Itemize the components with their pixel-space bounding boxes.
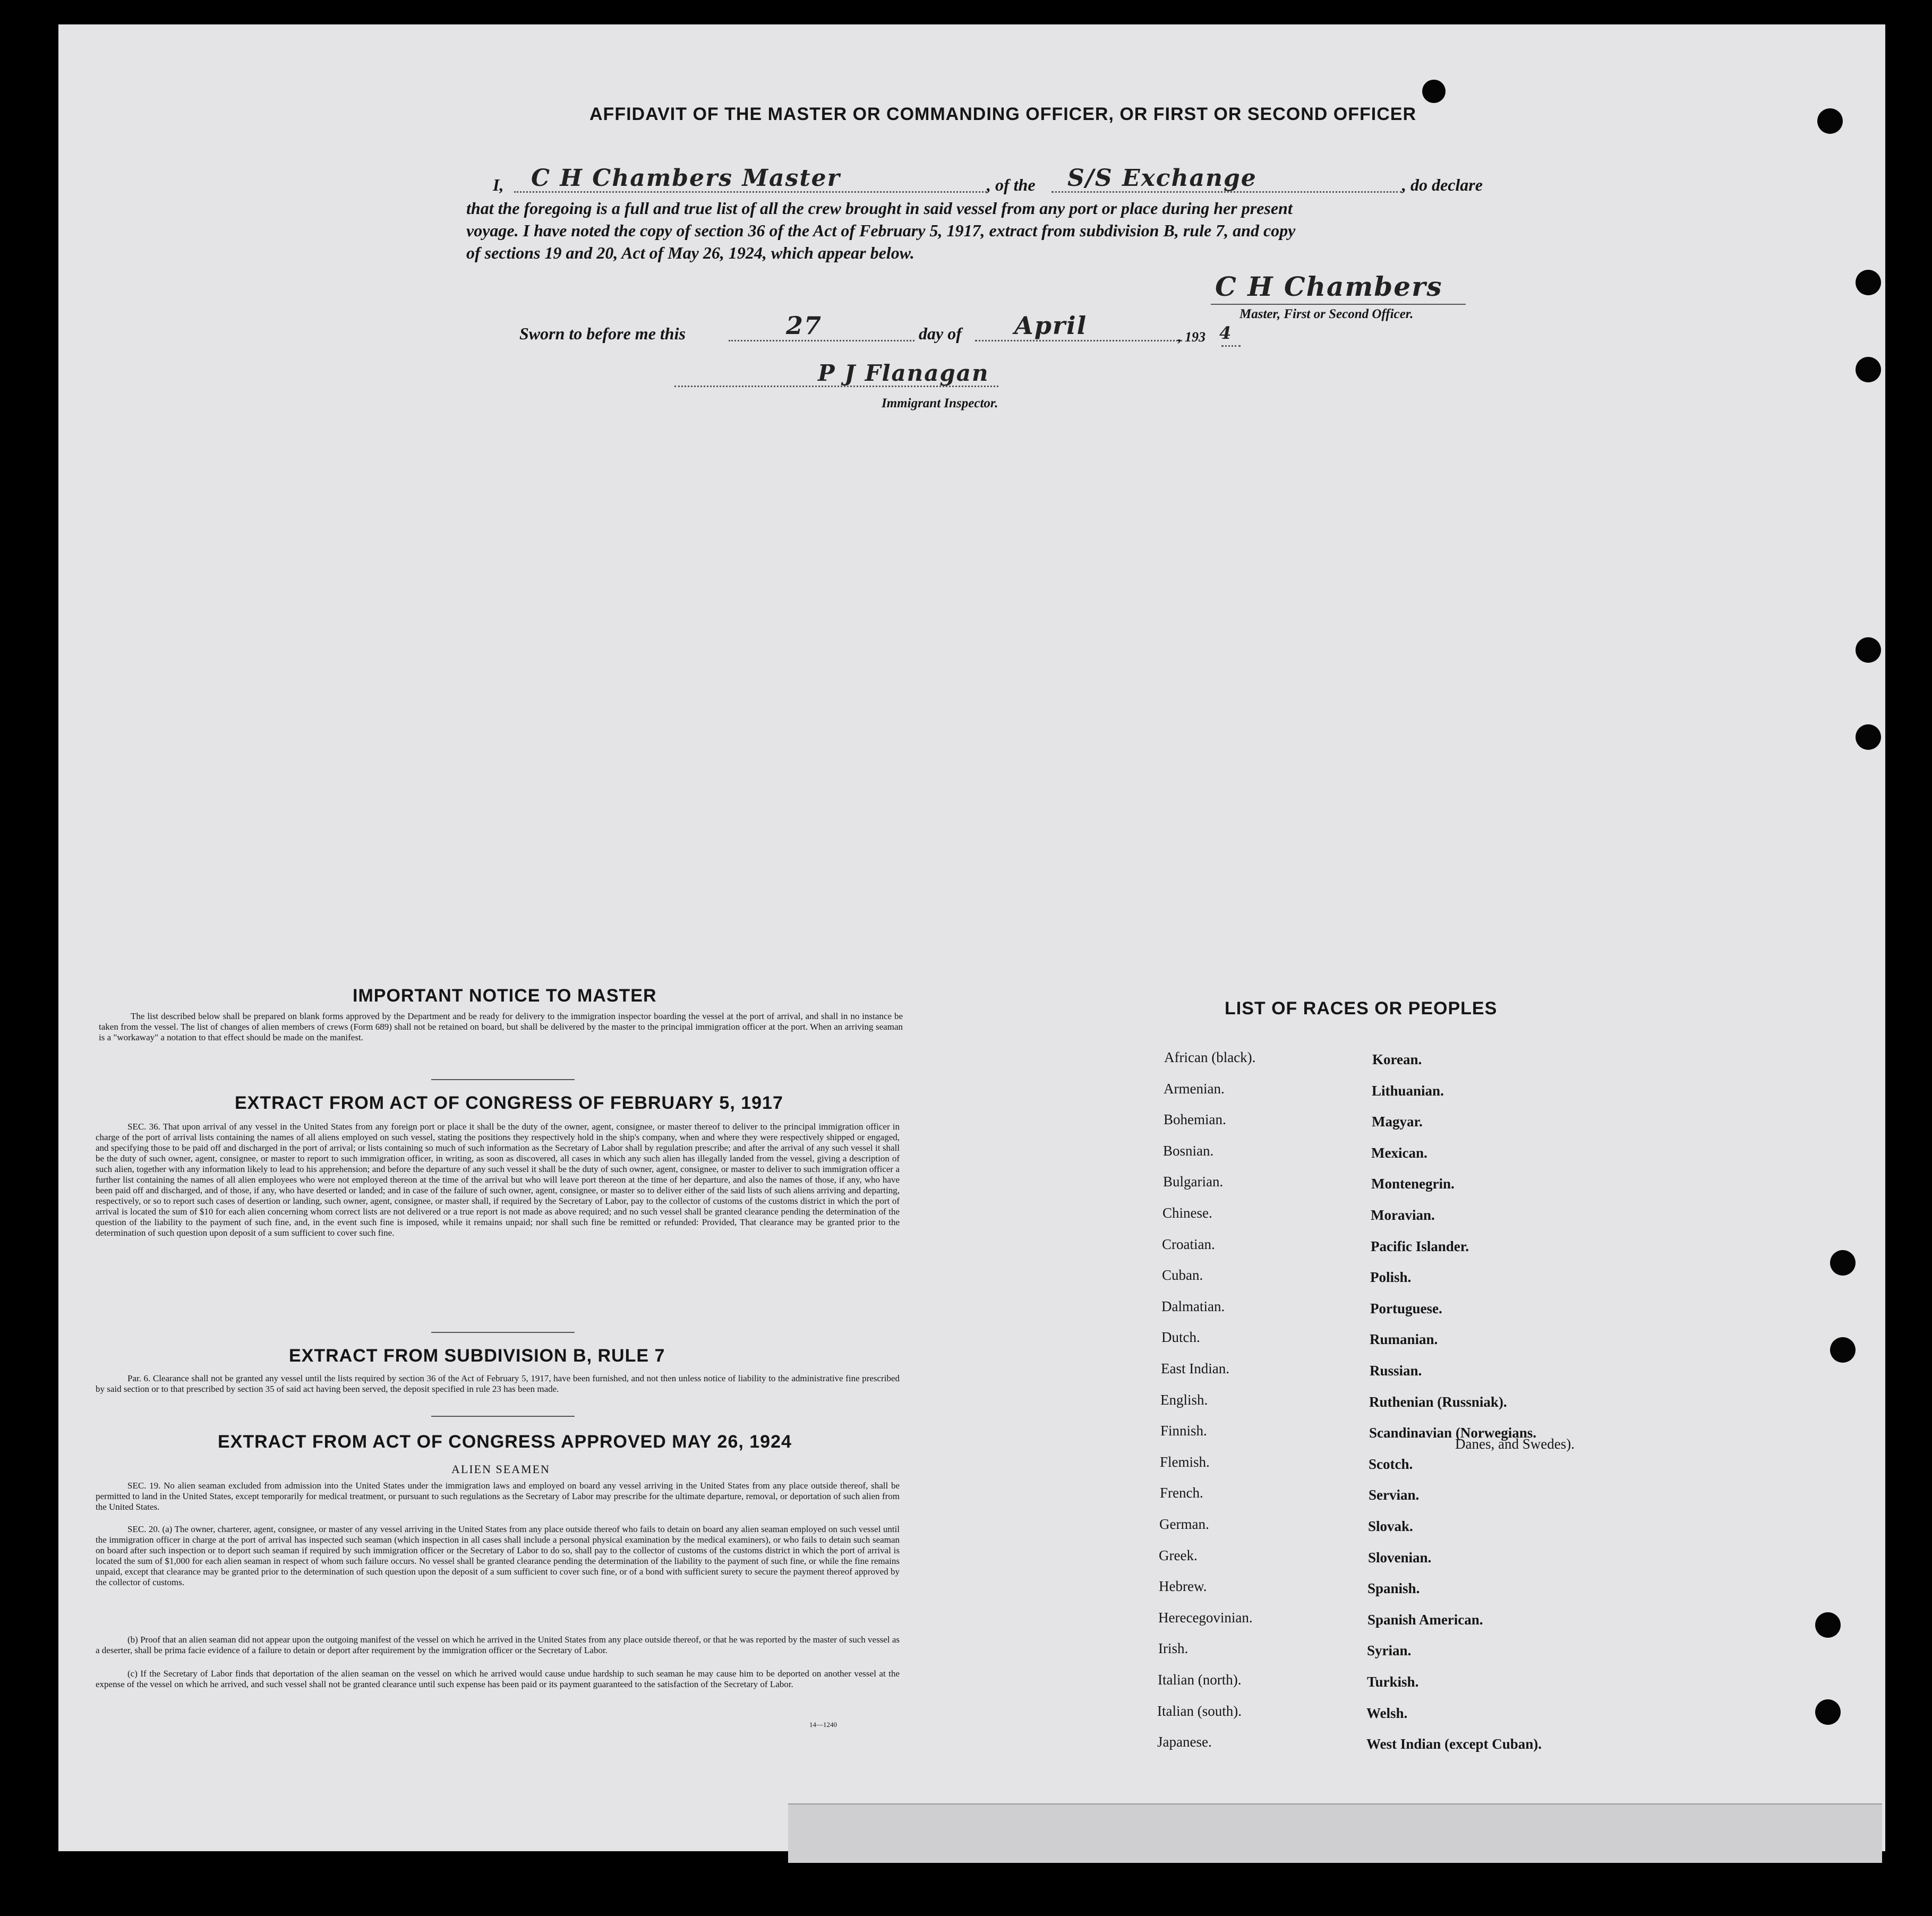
race-item: Rumanian.: [1370, 1331, 1438, 1348]
binder-hole-icon: [1815, 1699, 1841, 1725]
divider: [431, 1332, 575, 1333]
notice-text: The list described below shall be prepared on blank forms approved by the Department and be ready for delivery to the immigration inspector boarding the vessel at the port of arrival, and shall in no instance be taken from the vessel. The list of changes of alien members of crews (Form 689) shall not be retained on board, but shall be delivered by the master to the principal immigration officer at the port. When an arriving seaman is a "workaway" a notation to that effect should be made on the manifest.: [99, 1011, 903, 1042]
race-item: Spanish.: [1367, 1580, 1420, 1597]
affidavit-line-2: that the foregoing is a full and true list of all the crew brought in said vessel from any port or place during her present: [466, 199, 1293, 218]
race-item: Slovak.: [1368, 1518, 1413, 1534]
inspector-signature: P J Flanagan: [818, 360, 989, 386]
race-item: Korean.: [1372, 1051, 1422, 1067]
race-item: Irish.: [1158, 1640, 1189, 1657]
vessel-name-handwritten: S/S Exchange: [1067, 165, 1257, 192]
race-item: Bosnian.: [1163, 1142, 1214, 1159]
race-item: Pacific Islander.: [1371, 1238, 1469, 1254]
sec19-text: SEC. 19. No alien seaman excluded from admission into the United States under the immigration laws and employed on board any vessel arriving in the United States from any place outside thereof, shall be permitted to land in the United States, except temporarily for medical treatment, or pursuant to such regulations as the Secretary of Labor may prescribe for the ultimate departure, removal, or deportation of such alien from the United States.: [96, 1481, 900, 1512]
binder-hole-icon: [1830, 1250, 1856, 1276]
binder-hole-icon: [1830, 1337, 1856, 1363]
race-item: Flemish.: [1160, 1453, 1210, 1470]
extract-1924-title: EXTRACT FROM ACT OF CONGRESS APPROVED MAY 26, 1924: [218, 1432, 792, 1452]
sec20b-text: (b) Proof that an alien seaman did not appear upon the outgoing manifest of the vessel on which he arrived in the United States from any place outside thereof, or that he was reported by the master of such vessel as a deserter, shall be prima facie evidence of a failure to detain or deport after requirement by the immigration officer or the Secretary of Labor.: [96, 1635, 900, 1655]
binder-hole-icon: [1422, 80, 1446, 103]
race-item: Slovenian.: [1368, 1549, 1432, 1566]
binder-hole-icon: [1856, 724, 1881, 750]
affidavit-line-4: of sections 19 and 20, Act of May 26, 1924, which appear below.: [466, 243, 914, 262]
race-item: Hebrew.: [1159, 1578, 1207, 1595]
divider: [431, 1416, 575, 1417]
master-signature: C H Chambers: [1215, 271, 1443, 302]
of-the-label: , of the: [987, 175, 1036, 194]
race-item: Croatian.: [1162, 1236, 1215, 1252]
race-item: Cuban.: [1162, 1267, 1203, 1284]
extract-rule7-title: EXTRACT FROM SUBDIVISION B, RULE 7: [289, 1346, 665, 1366]
signature-caption: Master, First or Second Officer.: [1239, 307, 1414, 321]
sworn-label: Sworn to before me this: [519, 324, 686, 343]
sworn-month-handwritten: April: [1014, 311, 1088, 340]
race-item: Scotch.: [1369, 1456, 1413, 1472]
master-name-handwritten: C H Chambers Master: [531, 165, 841, 192]
extract-1917-title: EXTRACT FROM ACT OF CONGRESS OF FEBRUARY 5, 1917: [235, 1093, 783, 1113]
inspector-caption: Immigrant Inspector.: [882, 396, 998, 410]
underlying-sheet-edge: [788, 1803, 1882, 1863]
binder-hole-icon: [1856, 270, 1881, 295]
sec20c-text: (c) If the Secretary of Labor finds that deportation of the alien seaman on the vessel on which he arrived would cause undue hardship to such seaman he may cause him to be deported on another vessel at the expense of the vessel on which he arrived, and such vessel shall not be granted clearance until such expense has been paid or its payment guaranteed to the satisfaction of the Secretary of Labor.: [96, 1669, 900, 1689]
race-item: West Indian (except Cuban).: [1366, 1736, 1542, 1752]
affidavit-title: AFFIDAVIT OF THE MASTER OR COMMANDING OFFICER, OR FIRST OR SECOND OFFICER: [589, 104, 1416, 124]
race-item: Herecegovinian.: [1158, 1609, 1253, 1626]
race-item: Dalmatian.: [1161, 1298, 1225, 1314]
race-item: French.: [1160, 1485, 1203, 1501]
race-item: Polish.: [1370, 1269, 1412, 1286]
races-title: LIST OF RACES OR PEOPLES: [1225, 998, 1498, 1019]
i-label: I,: [493, 175, 504, 194]
race-item: Russian.: [1370, 1363, 1422, 1379]
race-item: African (black).: [1164, 1049, 1256, 1065]
do-declare-label: , do declare: [1402, 175, 1483, 194]
race-item: Bohemian.: [1164, 1111, 1226, 1128]
extract-1917-text: SEC. 36. That upon arrival of any vessel in the United States from any foreign port or place it shall be the duty of the owner, agent, consignee, or master thereof to deliver to the principal immigration officer in charge of the port of arrival lists containing the names of all aliens employed on such vessel, stating the positions they respectively hold in the ship's company, when and where they were respectively shipped or engaged, and specifying those to be paid off and discharged in the port of arrival; or lists containing so much of such information as the Secretary of Labor shall by regulation prescribe; and after the arrival of any such vessel it shall be the duty of such owner, agent, consignee, or master to report to such immigration officer, in writing, as soon as discovered, all cases in which any such alien has illegally landed from the vessel, giving a description of such alien, together with any information likely to lead to his apprehension; and before the departure of any such vessel it shall be the duty of such owner, agent, consignee, or master to deliver to such immigration officer a further list containing the names of all alien employees who were not employed thereon at the time of the arrival but who will leave port thereon at the time of her departure, and also the names of those, if any, who have been paid off and discharged, and of those, if any, who have deserted or landed; and in case of the failure of such owner, agent, consignee, or master so to deliver either of the said lists of such aliens arriving and departing, respectively, or so to report such cases of desertion or landing, such owner, agent, consignee, or master shall, if required by the Secretary of Labor, pay to the collector of customs of the customs district in which the port of arrival is located the sum of $10 for each alien concerning whom correct lists are not delivered or a true report is not made as above required; and no such vessel shall be granted clearance pending the determination of the question of the liability to the payment of such fine, and, in the event such fine is imposed, while it remains unpaid; nor shall such fine be remitted or refunded: Provided, That clearance may be granted prior to the determination of such question upon deposit of a sum sufficient to cover such fine.: [96, 1122, 900, 1238]
race-item: Portuguese.: [1370, 1300, 1442, 1316]
race-item: Greek.: [1159, 1547, 1198, 1563]
binder-hole-icon: [1856, 637, 1881, 663]
race-item: Magyar.: [1372, 1114, 1423, 1130]
extract-rule7-text: Par. 6. Clearance shall not be granted any vessel until the lists required by section 36 of the Act of February 5, 1917, have been furnished, and not then unless notice of liability to the administrative fine prescribed by said section or to that prescribed by section 35 of said act having been served, the deposit specified in rule 23 has been made.: [96, 1373, 900, 1394]
race-item: Japanese.: [1157, 1734, 1212, 1750]
race-item: Montenegrin.: [1371, 1176, 1455, 1192]
race-item: Moravian.: [1371, 1207, 1435, 1223]
day-of-label: day of: [919, 324, 962, 343]
race-item: Italian (south).: [1157, 1703, 1242, 1719]
race-item-continuation: Danes, and Swedes).: [1455, 1436, 1575, 1452]
race-item: Chinese.: [1162, 1205, 1212, 1221]
race-item: Spanish American.: [1367, 1611, 1483, 1628]
year-line: [1221, 345, 1241, 347]
notice-title: IMPORTANT NOTICE TO MASTER: [353, 986, 657, 1006]
alien-seamen-subtitle: ALIEN SEAMEN: [451, 1462, 550, 1476]
race-item: East Indian.: [1161, 1361, 1229, 1376]
signature-line: [1211, 304, 1466, 305]
sec20a-text: SEC. 20. (a) The owner, charterer, agent, consignee, or master of any vessel arriving in the United States from any place outside thereof who fails to detain on board any alien seaman employed on such vessel until the immigration officer in charge at the port of arrival has inspected such seaman (which inspection in all cases shall include a personal physical examination by the medical examiners), or who fails to detain such seaman on board after such inspection or to deport such seaman if required by such immigration officer or the Secretary of Labor to do so, shall pay to the collector of customs of the customs district in which the port of arrival is located the sum of $1,000 for each alien seaman in respect of whom such failure occurs. No vessel shall be granted clearance pending the determination of the liability to the payment of such fine, or while the fine remains unpaid, except that clearance may be granted prior to the determination of such question upon the deposit of a sum sufficient to cover such fine, or of a bond with sufficient surety to secure the payment thereof approved by the collector of customs.: [96, 1524, 900, 1587]
race-item: Finnish.: [1160, 1423, 1207, 1439]
race-item: Armenian.: [1164, 1080, 1225, 1097]
binder-hole-icon: [1856, 357, 1881, 382]
race-item: Italian (north).: [1158, 1672, 1242, 1688]
year-handwritten: 4: [1219, 323, 1233, 343]
form-number: 14—1240: [809, 1721, 837, 1729]
sworn-day-line: [729, 340, 914, 341]
race-item: German.: [1159, 1516, 1209, 1532]
race-item: Dutch.: [1161, 1329, 1200, 1346]
divider: [431, 1079, 575, 1080]
race-item: Servian.: [1369, 1487, 1420, 1503]
race-item: Mexican.: [1371, 1144, 1427, 1161]
race-item: Bulgarian.: [1163, 1174, 1224, 1190]
binder-hole-icon: [1815, 1612, 1841, 1638]
race-item: Scandinavian (Norwegians.: [1369, 1425, 1537, 1441]
race-item: Lithuanian.: [1372, 1082, 1444, 1099]
binder-hole-icon: [1817, 108, 1843, 134]
race-item: English.: [1160, 1391, 1208, 1408]
year-prefix: , 193: [1178, 329, 1206, 345]
race-item: Turkish.: [1367, 1674, 1419, 1690]
race-item: Syrian.: [1367, 1643, 1412, 1659]
affidavit-line-3: voyage. I have noted the copy of section 36 of the Act of February 5, 1917, extract from subdivision B, rule 7, and copy: [466, 221, 1296, 240]
sworn-month-line: [975, 340, 1182, 341]
sworn-day-handwritten: 27: [786, 311, 823, 340]
race-item: Welsh.: [1366, 1705, 1408, 1721]
race-item: Ruthenian (Russniak).: [1369, 1393, 1507, 1410]
